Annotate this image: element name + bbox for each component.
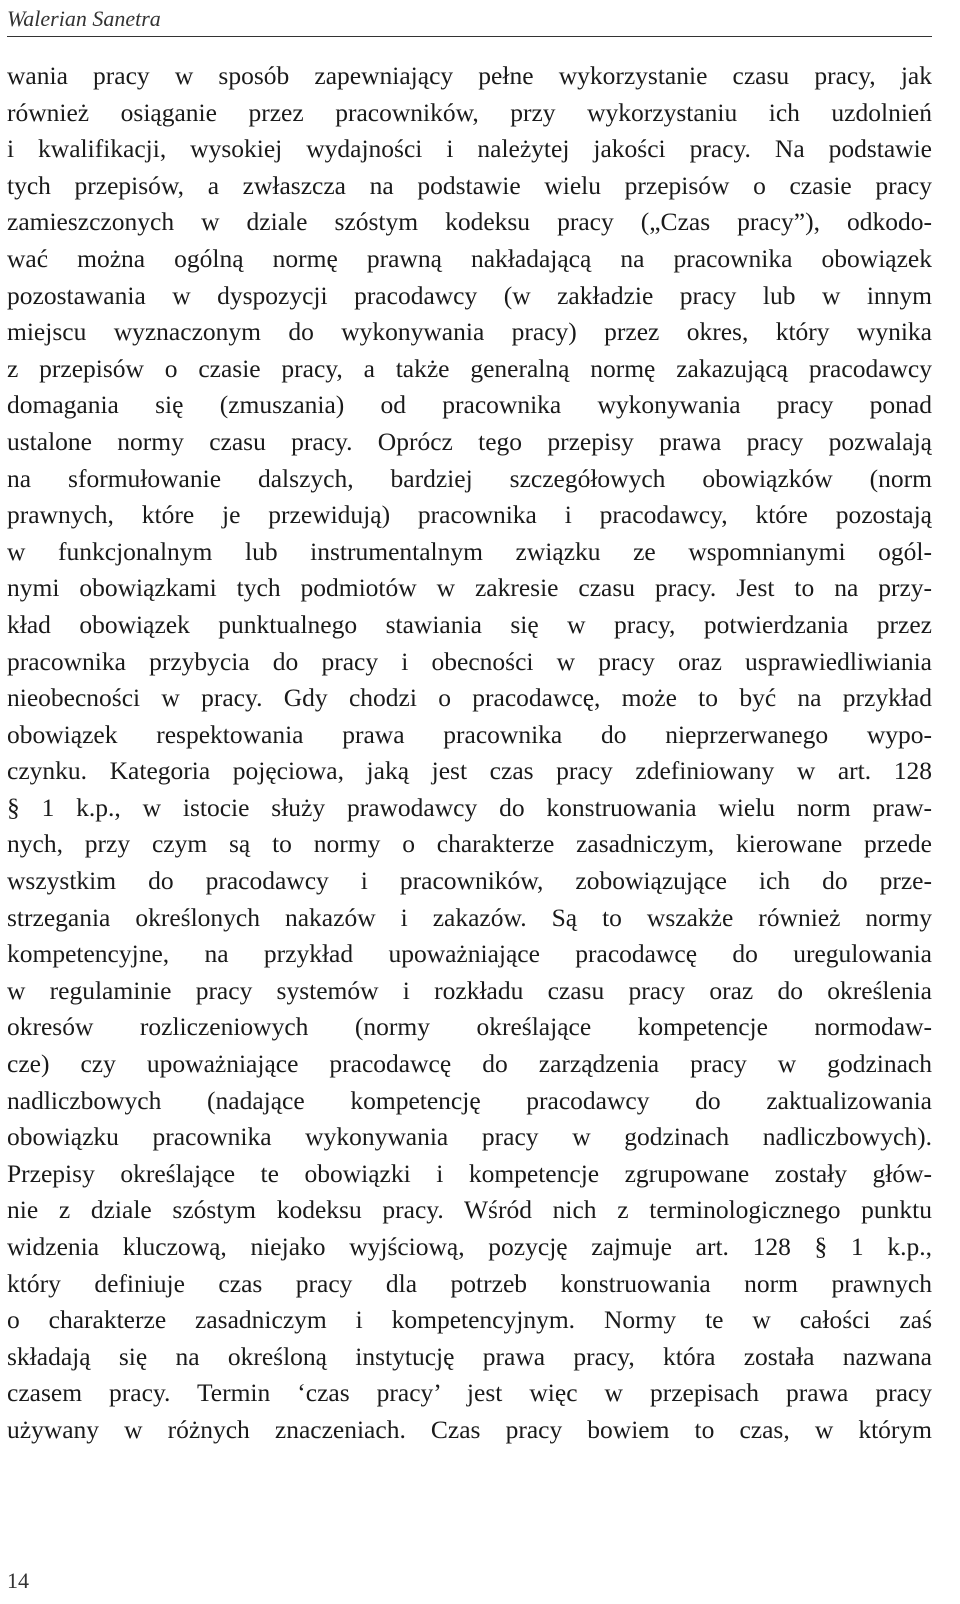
text-line: tych przepisów, a zwłaszcza na podstawie wielu przepisów o czasie pracy: [7, 170, 932, 200]
text-line: kład obowiązek punktualnego stawiania się w pracy, potwierdzania przez: [7, 609, 932, 639]
text-line: składają się na określoną instytucję prawa pracy, która została nazwana: [7, 1341, 932, 1371]
page-body: [7, 58, 932, 1449]
text-line: miejscu wyznaczonym do wykonywania pracy) przez okres, który wynika: [7, 317, 932, 347]
text-line: okresów rozliczeniowych (normy określające kompetencje normodaw-: [7, 1012, 932, 1042]
text-line: w funkcjonalnym lub instrumentalnym związku ze wspomnianymi ogól-: [7, 536, 932, 566]
text-line: strzegania określonych nakazów i zakazów. Są to wszakże również normy: [7, 902, 932, 932]
author-name: Walerian Sanetra: [7, 6, 161, 31]
text-line: prawnych, które je przewidują) pracownika i pracodawcy, które pozostają: [7, 500, 932, 530]
text-line: na sformułowanie dalszych, bardziej szczegółowych obowiązków (norm: [7, 463, 932, 493]
text-line: czynku. Kategoria pojęciowa, jaką jest czas pracy zdefiniowany w art. 128: [7, 756, 932, 786]
running-head: [7, 2, 932, 37]
text-line: z przepisów o czasie pracy, a także generalną normę zakazującą pracodawcy: [7, 353, 932, 383]
text-line: nymi obowiązkami tych podmiotów w zakresie czasu pracy. Jest to na przy-: [7, 573, 932, 603]
text-line: używany w różnych znaczeniach. Czas pracy bowiem to czas, w którym: [7, 1414, 932, 1444]
text-line: obowiązek respektowania prawa pracownika do nieprzerwanego wypo-: [7, 719, 932, 749]
text-line: ustalone normy czasu pracy. Oprócz tego przepisy prawa pracy pozwalają: [7, 426, 932, 456]
text-line: zamieszczonych w dziale szóstym kodeksu pracy („Czas pracy”), odkodo-: [7, 207, 932, 237]
text-line: obowiązku pracownika wykonywania pracy w godzinach nadliczbowych).: [7, 1122, 932, 1152]
text-line: również osiąganie przez pracowników, przy wykorzystaniu ich uzdolnień: [7, 97, 932, 127]
text-line: nych, przy czym są to normy o charakterze zasadniczym, kierowane przede: [7, 829, 932, 859]
text-line: w regulaminie pracy systemów i rozkładu czasu pracy oraz do określenia: [7, 975, 932, 1005]
text-line: domagania się (zmuszania) od pracownika wykonywania pracy ponad: [7, 390, 932, 420]
text-line: o charakterze zasadniczym i kompetencyjnym. Normy te w całości zaś: [7, 1305, 932, 1335]
page-number: 14: [7, 1568, 29, 1593]
text-line: wszystkim do pracodawcy i pracowników, zobowiązujące ich do prze-: [7, 866, 932, 896]
text-line: widzenia kluczową, niejako wyjściową, pozycję zajmuje art. 128 § 1 k.p.,: [7, 1232, 932, 1261]
text-line: czasem pracy. Termin ‘czas pracy’ jest więc w przepisach prawa pracy: [7, 1378, 932, 1408]
text-line: nadliczbowych (nadające kompetencję pracodawcy do zaktualizowania: [7, 1085, 932, 1115]
text-line: i kwalifikacji, wysokiej wydajności i należytej jakości pracy. Na podstawie: [7, 134, 932, 164]
text-line: pozostawania w dyspozycji pracodawcy (w zakładzie pracy lub w innym: [7, 280, 932, 310]
text-line: który definiuje czas pracy dla potrzeb konstruowania norm prawnych: [7, 1268, 932, 1298]
text-line: wać można ogólną normę prawną nakładającą na pracownika obowiązek: [7, 243, 932, 273]
text-line: Przepisy określające te obowiązki i kompetencje zgrupowane zostały głów-: [7, 1158, 932, 1188]
text-line: cze) czy upoważniające pracodawcę do zarządzenia pracy w godzinach: [7, 1049, 932, 1079]
text-line: kompetencyjne, na przykład upoważniające pracodawcę do uregulowania: [7, 939, 932, 969]
text-line: wania pracy w sposób zapewniający pełne wykorzystanie czasu pracy, jak: [7, 61, 932, 90]
text-line: pracownika przybycia do pracy i obecności w pracy oraz usprawiedliwiania: [7, 646, 932, 676]
text-line: nie z dziale szóstym kodeksu pracy. Wśród nich z terminologicznego punktu: [7, 1195, 932, 1225]
text-line: § 1 k.p., w istocie służy prawodawcy do konstruowania wielu norm praw-: [7, 792, 932, 822]
text-line: nieobecności w pracy. Gdy chodzi o pracodawcę, może to być na przykład: [7, 683, 932, 713]
